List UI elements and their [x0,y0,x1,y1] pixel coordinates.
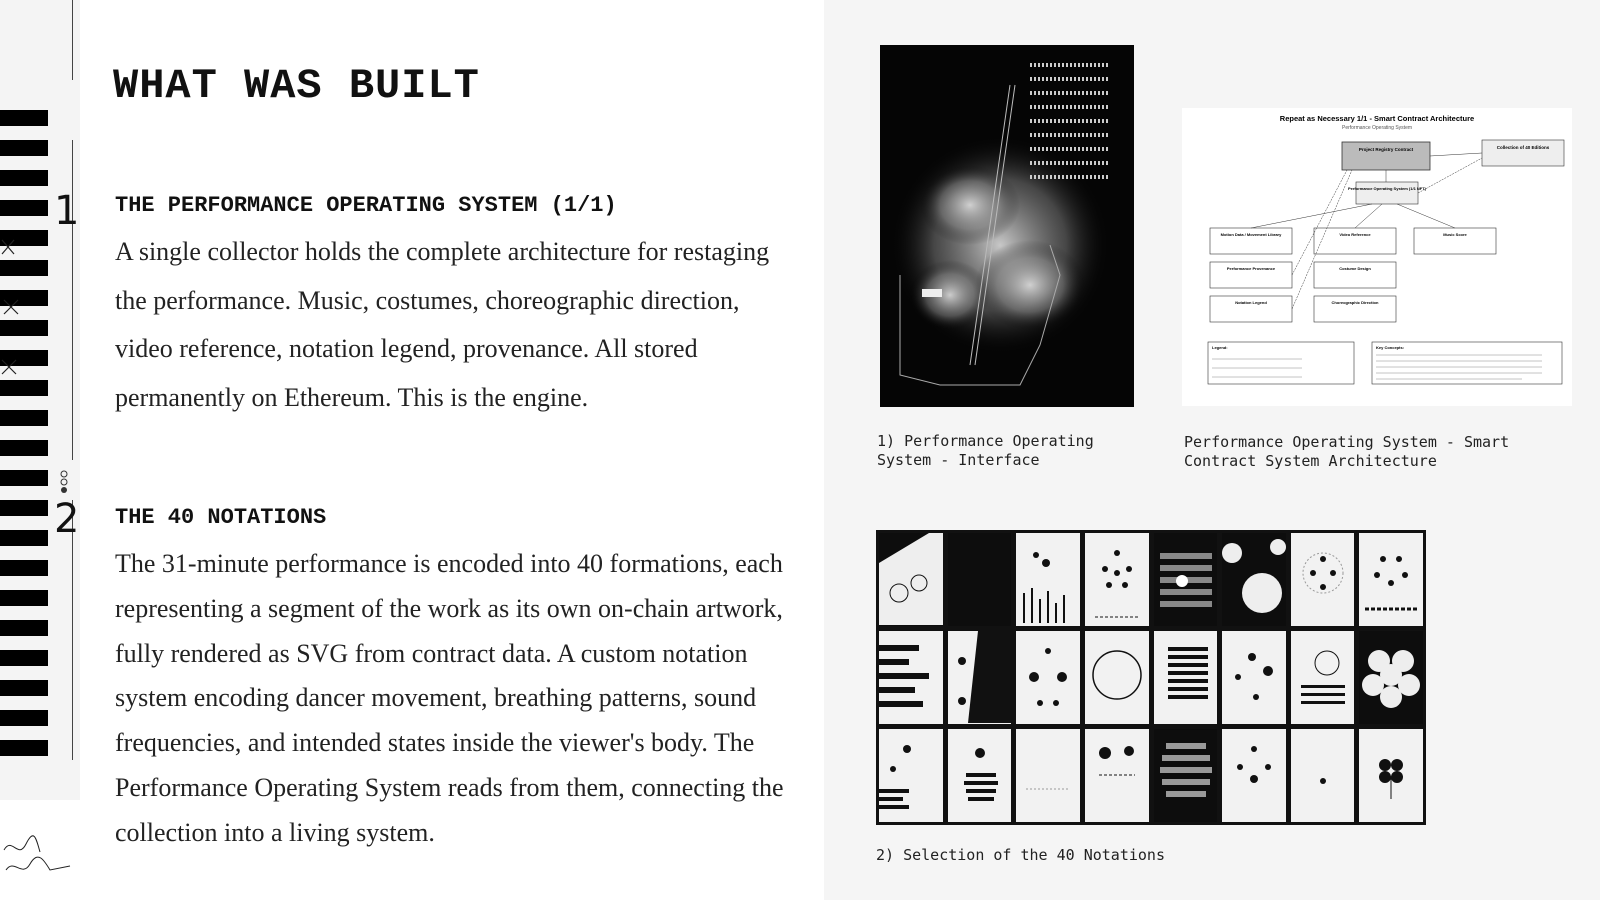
diagram-node: Performance Provenance [1226,266,1276,271]
notation-thumb [948,729,1012,822]
figure-caption-2: Performance Operating System - Smart Contract System Architecture [1184,433,1510,470]
page-title: WHAT WAS BUILT [113,62,480,110]
diagram-node: Notation Legend [1235,300,1267,305]
notation-thumb [879,631,943,724]
notation-thumb [1154,631,1218,724]
diagram-subtitle: Performance Operating System [1341,125,1413,131]
diagram-legend-label: Legend: [1212,345,1228,350]
section-heading-2: THE 40 NOTATIONS [115,505,327,530]
margin-number-2: 2 [54,496,80,542]
diagram-node: Music Score [1443,232,1467,237]
diagram-node: Project Registry Contract [1358,147,1414,152]
diagram-node: Video Reference [1339,232,1371,237]
notation-thumb [1016,533,1080,626]
notation-thumb [1291,631,1355,724]
strip-line [72,0,73,80]
notation-thumb [879,533,943,626]
notation-thumb [1016,631,1080,724]
notation-thumb [948,631,1012,724]
notation-thumb [1359,533,1423,626]
notation-thumb [1359,631,1423,724]
notation-thumb [1222,729,1286,822]
diagram-node: Collection of 40 Editions [1496,145,1550,150]
notation-thumb [1154,729,1218,822]
section-body-1: A single collector holds the complete architecture for restaging the performance. Music, costumes, choreographic direction, video reference, notation legend, provenance. All stored permanently on Ethereum. This is the engine. [115,237,770,412]
diagram-node: Motion Data / Movement Library [1220,232,1282,237]
notation-strip-decoration [0,0,80,900]
notation-thumb [1016,729,1080,822]
diagram-title: Repeat as Necessary 1/1 - Smart Contract Architecture [1279,114,1475,123]
notation-thumb [1359,729,1423,822]
diagram-node: Costume Design [1339,266,1371,271]
notation-thumb [1085,533,1149,626]
notation-thumb [1154,533,1218,626]
notation-bars [0,110,48,770]
notations-grid-image [876,530,1426,825]
architecture-diagram-image [1182,108,1572,406]
notation-thumb [1291,533,1355,626]
section-body-2: The 31-minute performance is encoded into 40 formations, each representing a segment of the work as its own on-chain artwork, fully rendered as SVG from contract data. A custom notation system encoding dancer movement, breathing patterns, sound frequencies, and intended states inside the viewer's body. The Performance Operating System reads from them, connecting the collection into a living system. [115,549,784,847]
performance-interface-image [880,45,1134,407]
figure-caption-1: 1) Performance Operating System - Interface [877,432,1094,469]
notation-thumb [1085,729,1149,822]
notation-thumb [948,533,1012,626]
diagram-node: Choreographic Direction [1331,300,1379,305]
margin-number-1: 1 [54,188,80,234]
notation-thumb [879,729,943,822]
diagram-concepts-label: Key Concepts: [1376,345,1405,350]
notation-thumb [1291,729,1355,822]
notation-thumb [1222,533,1286,626]
notation-thumb [1085,631,1149,724]
strip-marks [0,230,40,400]
notation-thumb [1222,631,1286,724]
diagram-node: Performance Operating System (1/1 NFT) [1347,186,1427,191]
section-heading-1: THE PERFORMANCE OPERATING SYSTEM (1/1) [115,193,617,218]
figure-caption-3: 2) Selection of the 40 Notations [876,846,1165,864]
signature-icon [0,830,76,890]
